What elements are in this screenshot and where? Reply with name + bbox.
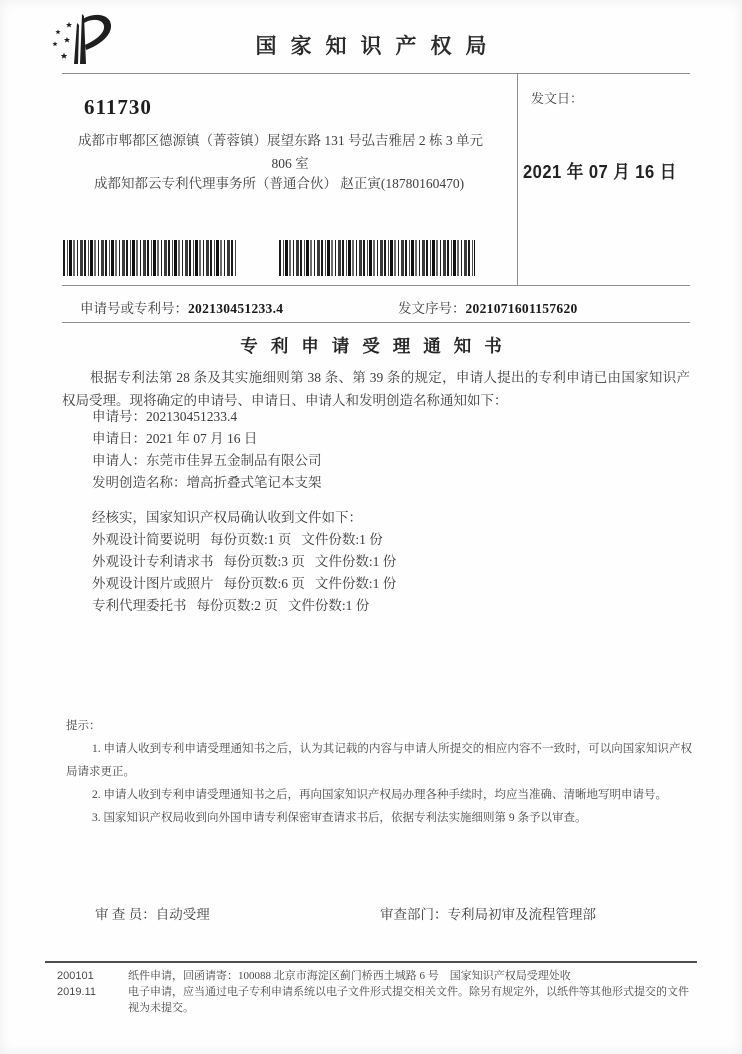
footer-code: 2019.11 bbox=[57, 986, 96, 998]
tip-item: 3. 国家知识产权局收到向外国申请专利保密审查请求书后，依据专利法实施细则第 9 条予以审查。 bbox=[92, 812, 587, 824]
application-number-label: 申请号或专利号： bbox=[80, 301, 188, 316]
tips-section bbox=[66, 715, 692, 830]
examiner-group: 审 查 员：自动受理 bbox=[95, 907, 210, 922]
barcode-left bbox=[63, 240, 237, 276]
department-group: 审查部门：专利局初审及流程管理部 bbox=[380, 907, 596, 922]
document-row: 外观设计专利请求书 每份页数:3 页 文件份数:1 份 bbox=[92, 554, 397, 569]
serial-number-value: 2021071601157620 bbox=[465, 301, 578, 316]
footer-paper-note: 纸件申请，回函请寄：100088 北京市海淀区蓟门桥西土城路 6 号 国家知识产权局受理处收 bbox=[128, 970, 571, 982]
footer-notes bbox=[128, 968, 698, 1016]
date-box-divider bbox=[517, 73, 518, 285]
field-application-no: 申请号：202130451233.4 bbox=[92, 409, 238, 424]
field-applicant: 申请人：东莞市佳昇五金制品有限公司 bbox=[92, 453, 322, 468]
application-number-group bbox=[80, 297, 283, 317]
recipient-address bbox=[78, 129, 502, 175]
footer-divider bbox=[45, 961, 697, 963]
agency-line: 成都知都云专利代理事务所（普通合伙） 赵正寅(18780160470) bbox=[94, 176, 465, 191]
serial-number-label: 发文序号： bbox=[398, 301, 466, 316]
notice-title: 专利申请受理通知书 bbox=[240, 336, 515, 356]
field-application-date: 申请日：2021 年 07 月 16 日 bbox=[92, 431, 258, 446]
document-row: 外观设计图片或照片 每份页数:6 页 文件份数:1 份 bbox=[92, 576, 397, 591]
postal-code: 611730 bbox=[84, 95, 152, 119]
document-row: 外观设计简要说明 每份页数:1 页 文件份数:1 份 bbox=[92, 532, 383, 547]
tips-label: 提示： bbox=[66, 720, 101, 732]
tip-item: 2. 申请人收到专利申请受理通知书之后，再向国家知识产权局办理各种手续时，均应当准确、清晰地写明申请号。 bbox=[92, 789, 667, 801]
notice-intro: 根据专利法第 28 条及其实施细则第 38 条、第 39 条的规定，申请人提出的专利申请已由国家知识产权局受理。现将确定的申请号、申请日、申请人和发明创造名称通知如下： bbox=[62, 370, 690, 408]
issue-date-label: 发文日： bbox=[531, 91, 584, 106]
serial-number-group bbox=[398, 297, 578, 317]
address-line1: 成都市郫都区德源镇（菁蓉镇）展望东路 131 号弘吉雅居 2 栋 3 单元 bbox=[78, 133, 483, 148]
issue-date-value: 2021 年 07 月 16 日 bbox=[523, 162, 677, 182]
document-row: 专利代理委托书 每份页数:2 页 文件份数:1 份 bbox=[92, 598, 370, 613]
received-documents bbox=[92, 507, 396, 617]
footer-electronic-note: 电子申请，应当通过电子专利申请系统以电子文件形式提交相关文件。除另有规定外，以纸件等其他形式提交的文件视为未提交。 bbox=[128, 986, 689, 1014]
footer-code: 200101 bbox=[57, 970, 94, 982]
barcode-right bbox=[279, 240, 475, 276]
footer-codes bbox=[57, 968, 96, 1000]
numbers-divider bbox=[62, 322, 690, 323]
field-invention-name: 发明创造名称：增高折叠式笔记本支架 bbox=[92, 475, 322, 490]
application-number-value: 202130451233.4 bbox=[188, 301, 284, 316]
tip-item: 1. 申请人收到专利申请受理通知书之后，认为其记载的内容与申请人所提交的相应内容不一致时，可以向国家知识产权局请求更正。 bbox=[66, 743, 692, 778]
address-line2: 806 室 bbox=[271, 156, 309, 171]
office-name-title: 国家知识产权局 bbox=[255, 34, 501, 58]
received-intro: 经核实，国家知识产权局确认收到文件如下： bbox=[92, 510, 362, 525]
application-fields bbox=[92, 406, 322, 494]
header-divider bbox=[62, 73, 690, 74]
barcode-divider bbox=[62, 285, 690, 286]
